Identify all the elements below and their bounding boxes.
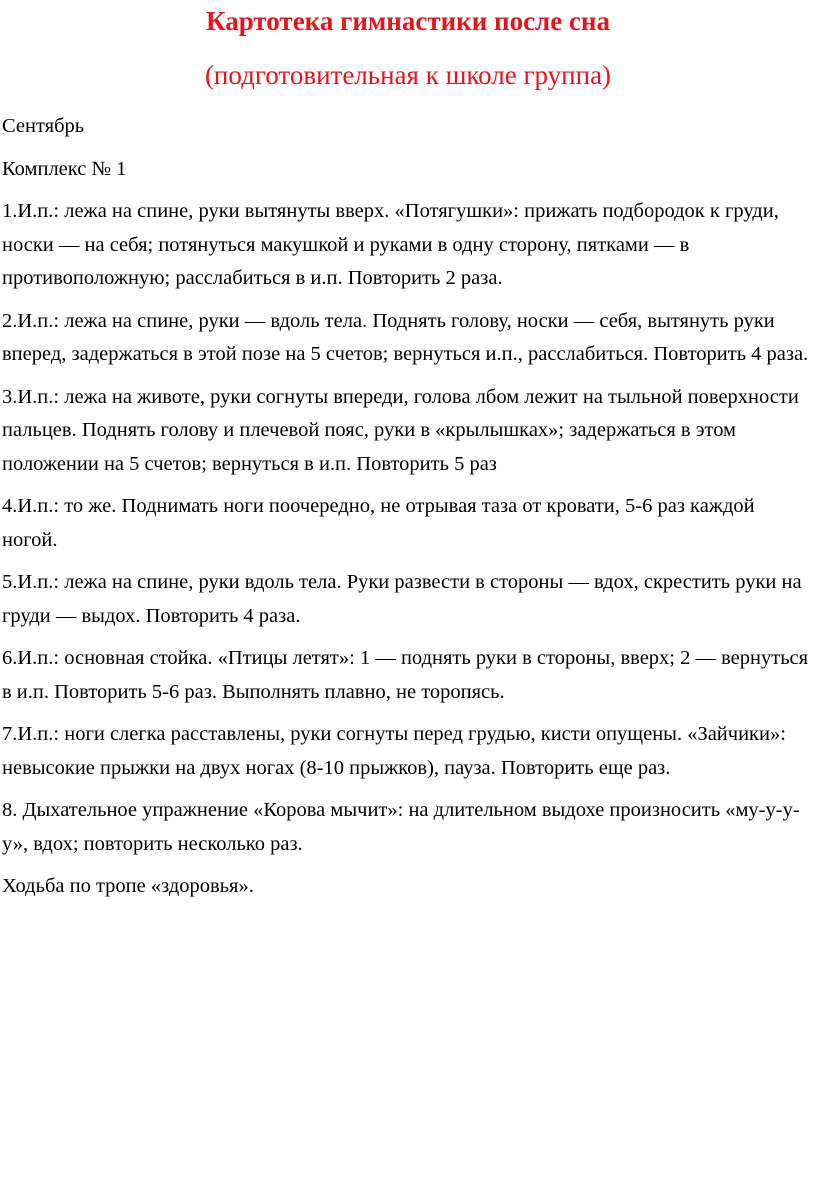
complex-label: Комплекс № 1 — [2, 157, 127, 180]
closing-note: Ходьба по тропе «здоровья». — [2, 875, 254, 897]
document-page — [0, 4, 816, 904]
exercise-1: 1.И.п.: лежа на спине, руки вытянуты вверх. «Потягушки»: прижать подбородок к груди, носки — на себя; потянуться макушкой и руками в одну сторону, пятками — в противоположную; расслабиться в и.п. Повторить 2 раза. — [2, 200, 779, 289]
exercise-5: 5.И.п.: лежа на спине, руки вдоль тела. Руки развести в стороны — вдох, скрестить руки на груди — выдох. Повторить 4 раза. — [2, 571, 802, 627]
document-subtitle: (подготовительная к школе группа) — [204, 60, 612, 90]
exercise-8: 8. Дыхательное упражнение «Корова мычит»: на длительном выдохе произносить «му-у-у-у», вдох; повторить несколько раз. — [2, 799, 800, 855]
exercise-6: 6.И.п.: основная стойка. «Птицы летят»: 1 — поднять руки в стороны, вверх; 2 — вернуться в и.п. Повторить 5-6 раз. Выполнять плавно, не торопясь. — [2, 647, 809, 703]
document-title: Картотека гимнастики после сна — [206, 6, 610, 36]
exercise-7: 7.И.п.: ноги слегка расставлены, руки согнуты перед грудью, кисти опущены. «Зайчики»: невысокие прыжки на двух ногах (8-10 прыжков), пауза. Повторить еще раз. — [2, 723, 786, 779]
exercise-4: 4.И.п.: то же. Поднимать ноги поочередно, не отрывая таза от кровати, 5-6 раз каждой ногой. — [2, 495, 755, 551]
month-label: Сентябрь — [2, 115, 85, 137]
exercise-3: 3.И.п.: лежа на животе, руки согнуты впереди, голова лбом лежит на тыльной поверхности пальцев. Поднять голову и плечевой пояс, руки в «крылышках»; задержаться в этом положении на 5 счетов; вернуться в и.п. Повторить 5 раз — [2, 385, 799, 475]
exercise-2: 2.И.п.: лежа на спине, руки — вдоль тела. Поднять голову, носки — себя, вытянуть руки вперед, задержаться в этой позе на 5 счетов; вернуться и.п., расслабиться. Повторить 4 раза. — [2, 309, 809, 365]
